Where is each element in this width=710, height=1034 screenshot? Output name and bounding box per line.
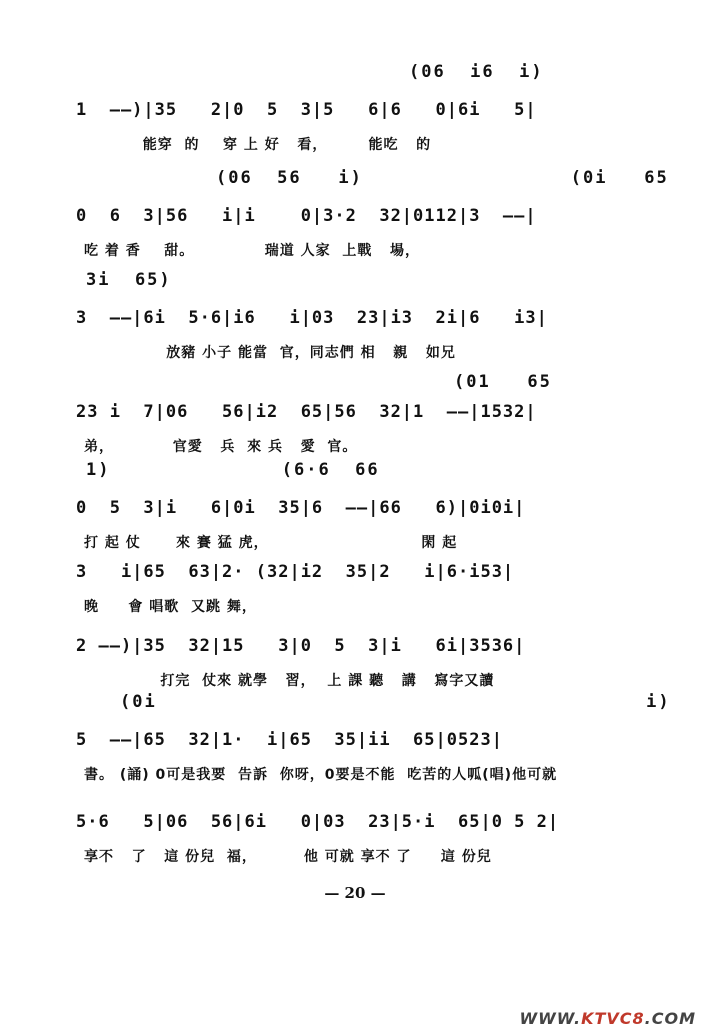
watermark <box>519 1009 696 1028</box>
melody-line: 0 6 3|56 i|i 0|3·2 32|0112|3 ——| <box>76 206 537 226</box>
accompaniment-line: (0i i) <box>120 692 671 712</box>
accompaniment-line: (01 65 <box>454 372 552 392</box>
accompaniment-line: (06 i6 i) <box>409 62 544 82</box>
accompaniment-line: (06 56 i) (0i 65 <box>216 168 669 188</box>
accompaniment-line: 3i 65) <box>86 270 172 290</box>
lyrics-line: 打 起 仗 來 賽 猛 虎， 閑 起 <box>84 535 458 551</box>
lyrics-line: 能穿 的 穿 上 好 看， 能吃 的 <box>84 137 432 153</box>
melody-line: 23 i 7|06 56|i2 65|56 32|1 ——|1532| <box>76 402 537 422</box>
accompaniment-line: 1) (6·6 66 <box>86 460 380 480</box>
lyrics-line: 吃 着 香 甜。 瑞道 人家 上戰 場， <box>84 243 420 259</box>
melody-line: 3 i|65 63|2· (32|i2 35|2 i|6·i53| <box>76 562 515 582</box>
lyrics-line: 晚 會 唱歌 又跳 舞， <box>84 599 257 615</box>
melody-line: 5·6 5|06 56|6i 0|03 23|5·i 65|0 5 2| <box>76 812 560 832</box>
watermark-prefix: WWW. <box>519 1009 582 1028</box>
lyrics-line: 書。 (誦) 0可是我要 告訴 你呀，0要是不能 吃苦的人呱(唱)他可就 <box>84 767 558 783</box>
watermark-brand: KTVC8 <box>581 1009 645 1028</box>
melody-line: 0 5 3|i 6|0i 35|6 ——|66 6)|0i0i| <box>76 498 526 518</box>
melody-line: 2 ——)|35 32|15 3|0 5 3|i 6i|3536| <box>76 636 526 656</box>
melody-line: 1 ——)|35 2|0 5 3|5 6|6 0|6i 5| <box>76 100 537 120</box>
lyrics-line: 放豬 小子 能當 官，同志們 相 親 如兄 <box>84 345 456 361</box>
lyrics-line: 打完 仗來 就學 習， 上 課 聽 講 寫字又讀 <box>84 673 495 689</box>
watermark-suffix: .COM <box>644 1009 696 1028</box>
lyrics-line: 弟， 官愛 兵 來 兵 愛 官。 <box>84 439 358 455</box>
lyrics-line: 享不 了 這 份兒 福， 他 可就 享不 了 這 份兒 <box>84 849 492 865</box>
melody-line: 5 ——|65 32|1· i|65 35|ii 65|0523| <box>76 730 503 750</box>
page-number: — 20 — <box>324 884 386 902</box>
melody-line: 3 ——|6i 5·6|i6 i|03 23|i3 2i|6 i3| <box>76 308 548 328</box>
